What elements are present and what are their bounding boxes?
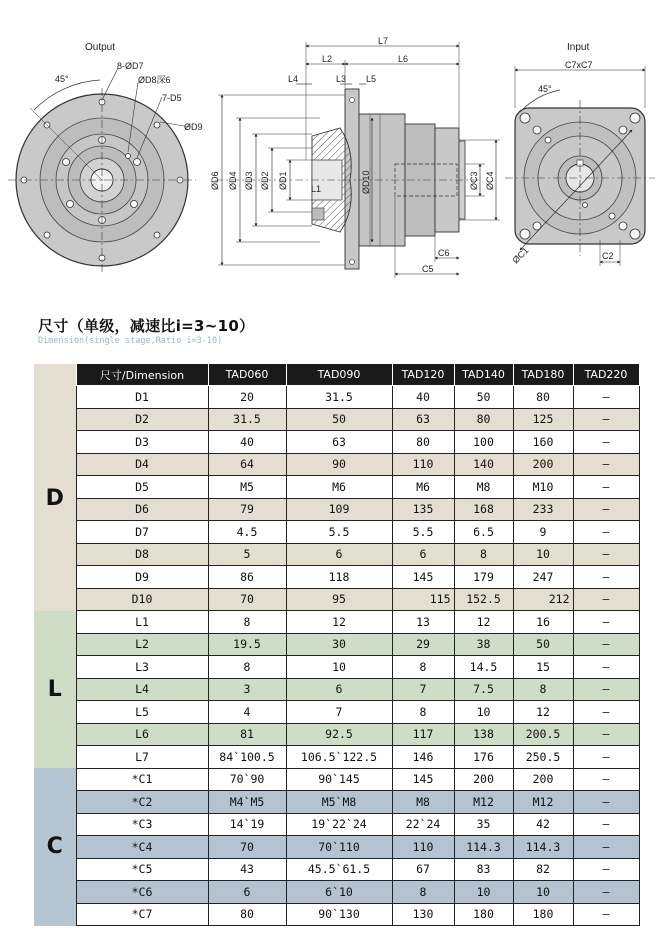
table-cell: M12 xyxy=(513,791,573,814)
table-cell: 8 xyxy=(392,701,454,724)
table-cell: 90 xyxy=(286,453,392,476)
dim-d4: ØD4 xyxy=(228,171,238,190)
d5-callout: 7-D5 xyxy=(162,93,182,103)
table-cell: 92.5 xyxy=(286,723,392,746)
table-cell: – xyxy=(573,813,639,836)
table-cell: – xyxy=(573,768,639,791)
table-row xyxy=(34,386,639,409)
table-row xyxy=(34,881,639,904)
table-cell: – xyxy=(573,881,639,904)
table-cell: 8 xyxy=(208,656,286,679)
table-row xyxy=(34,566,639,589)
row-label: D5 xyxy=(76,476,208,499)
angle-left-label: 45° xyxy=(55,74,69,84)
table-cell: 19`22`24 xyxy=(286,813,392,836)
output-label: Output xyxy=(85,42,116,53)
table-cell: 35 xyxy=(454,813,513,836)
table-cell: 67 xyxy=(392,858,454,881)
table-cell: 200 xyxy=(513,453,573,476)
table-cell: 3 xyxy=(208,678,286,701)
table-cell: 140 xyxy=(454,453,513,476)
table-cell: 84`100.5 xyxy=(208,746,286,769)
table-row xyxy=(34,633,639,656)
header-tad060: TAD060 xyxy=(208,364,286,386)
table-cell: 4.5 xyxy=(208,521,286,544)
table-cell: M12 xyxy=(454,791,513,814)
table-cell: 5.5 xyxy=(286,521,392,544)
table-cell: – xyxy=(573,566,639,589)
table-row xyxy=(34,611,639,634)
row-label: D9 xyxy=(76,566,208,589)
table-cell: 7 xyxy=(286,701,392,724)
table-row xyxy=(34,836,639,859)
table-header xyxy=(34,364,639,386)
row-label: *C2 xyxy=(76,791,208,814)
table-cell: 81 xyxy=(208,723,286,746)
table-cell: 50 xyxy=(454,386,513,409)
table-cell: 145 xyxy=(392,768,454,791)
table-body xyxy=(34,386,639,926)
table-cell: 212 xyxy=(513,588,573,611)
table-cell: 6 xyxy=(392,543,454,566)
technical-drawing xyxy=(0,0,659,300)
table-cell: 90`145 xyxy=(286,768,392,791)
table-row xyxy=(34,678,639,701)
dim-l7: L7 xyxy=(378,36,389,46)
table-cell: – xyxy=(573,903,639,926)
table-row xyxy=(34,408,639,431)
table-cell: 31.5 xyxy=(286,386,392,409)
side-section-view xyxy=(210,36,500,278)
table-row xyxy=(34,768,639,791)
d7-callout: 8-ØD7 xyxy=(117,61,144,71)
row-label: D7 xyxy=(76,521,208,544)
table-cell: 135 xyxy=(392,498,454,521)
table-cell: – xyxy=(573,701,639,724)
table-cell: – xyxy=(573,408,639,431)
table-row xyxy=(34,543,639,566)
table-cell: 8 xyxy=(208,611,286,634)
row-label: L1 xyxy=(76,611,208,634)
table-cell: – xyxy=(573,611,639,634)
table-cell: 8 xyxy=(392,881,454,904)
table-cell: 79 xyxy=(208,498,286,521)
table-row xyxy=(34,791,639,814)
table-cell: 160 xyxy=(513,431,573,454)
table-cell: 80 xyxy=(208,903,286,926)
table-cell: 168 xyxy=(454,498,513,521)
table-cell: 50 xyxy=(286,408,392,431)
table-cell: – xyxy=(573,678,639,701)
table-cell: 10 xyxy=(286,656,392,679)
table-cell: 179 xyxy=(454,566,513,589)
dim-d3: ØD3 xyxy=(244,171,254,190)
table-cell: M5`M8 xyxy=(286,791,392,814)
table-cell: – xyxy=(573,836,639,859)
table-cell: 8 xyxy=(513,678,573,701)
table-cell: 80 xyxy=(392,431,454,454)
table-cell: 12 xyxy=(454,611,513,634)
table-cell: – xyxy=(573,543,639,566)
group-label-c: C xyxy=(34,768,76,926)
table-row xyxy=(34,903,639,926)
d8-callout: ØD8深6 xyxy=(138,75,171,85)
table-cell: 145 xyxy=(392,566,454,589)
table-cell: 31.5 xyxy=(208,408,286,431)
table-cell: 9 xyxy=(513,521,573,544)
table-cell: 86 xyxy=(208,566,286,589)
table-cell: 70`90 xyxy=(208,768,286,791)
section-subtitle: Dimension(single stage,Ratio i=3-10) xyxy=(38,336,223,346)
input-flange-view xyxy=(505,42,655,266)
table-cell: 200 xyxy=(513,768,573,791)
header-dimension: 尺寸/Dimension xyxy=(76,364,208,386)
table-cell: 114.3 xyxy=(454,836,513,859)
table-cell: 45.5`61.5 xyxy=(286,858,392,881)
dim-c4: ØC4 xyxy=(485,171,495,190)
table-row xyxy=(34,498,639,521)
table-cell: 12 xyxy=(286,611,392,634)
table-cell: 5.5 xyxy=(392,521,454,544)
table-cell: 70`110 xyxy=(286,836,392,859)
table-cell: 6.5 xyxy=(454,521,513,544)
c1-label: ØC1 xyxy=(510,245,531,266)
table-cell: 63 xyxy=(286,431,392,454)
table-cell: 5 xyxy=(208,543,286,566)
table-row xyxy=(34,723,639,746)
table-row xyxy=(34,746,639,769)
row-label: *C3 xyxy=(76,813,208,836)
table-cell: 110 xyxy=(392,453,454,476)
row-label: *C4 xyxy=(76,836,208,859)
row-label: *C6 xyxy=(76,881,208,904)
dim-l3: L3 xyxy=(336,74,347,84)
group-label-d: D xyxy=(34,386,76,611)
row-label: D6 xyxy=(76,498,208,521)
table-cell: 43 xyxy=(208,858,286,881)
table-cell: 42 xyxy=(513,813,573,836)
table-cell: M4`M5 xyxy=(208,791,286,814)
table-cell: 70 xyxy=(208,836,286,859)
table-cell: 180 xyxy=(513,903,573,926)
table-cell: 152.5 xyxy=(454,588,513,611)
table-cell: 200.5 xyxy=(513,723,573,746)
table-cell: 22`24 xyxy=(392,813,454,836)
row-label: *C5 xyxy=(76,858,208,881)
c2-label: C2 xyxy=(602,251,614,261)
table-cell: – xyxy=(573,723,639,746)
table-cell: 40 xyxy=(208,431,286,454)
table-cell: – xyxy=(573,858,639,881)
table-cell: 80 xyxy=(454,408,513,431)
table-cell: 118 xyxy=(286,566,392,589)
angle-right-label: 45° xyxy=(538,84,552,94)
header-tad090: TAD090 xyxy=(286,364,392,386)
table-cell: 4 xyxy=(208,701,286,724)
table-cell: M8 xyxy=(454,476,513,499)
table-cell: – xyxy=(573,656,639,679)
table-cell: – xyxy=(573,588,639,611)
table-cell: 146 xyxy=(392,746,454,769)
row-label: L4 xyxy=(76,678,208,701)
row-label: L7 xyxy=(76,746,208,769)
table-cell: – xyxy=(573,791,639,814)
dim-c5: C5 xyxy=(422,264,434,274)
table-cell: 19.5 xyxy=(208,633,286,656)
table-cell: 130 xyxy=(392,903,454,926)
table-cell: 70 xyxy=(208,588,286,611)
table-cell: M10 xyxy=(513,476,573,499)
table-cell: 10 xyxy=(513,543,573,566)
d9-callout: ØD9 xyxy=(184,122,203,132)
table-cell: 200 xyxy=(454,768,513,791)
table-cell: 100 xyxy=(454,431,513,454)
table-cell: 117 xyxy=(392,723,454,746)
dim-l4: L4 xyxy=(288,74,299,84)
table-cell: 176 xyxy=(454,746,513,769)
row-label: *C7 xyxy=(76,903,208,926)
table-cell: – xyxy=(573,431,639,454)
dim-l6: L6 xyxy=(398,54,409,64)
table-cell: M5 xyxy=(208,476,286,499)
dim-d6: ØD6 xyxy=(210,171,220,190)
table-cell: 8 xyxy=(392,656,454,679)
table-cell: 29 xyxy=(392,633,454,656)
table-cell: 10 xyxy=(513,881,573,904)
table-cell: 13 xyxy=(392,611,454,634)
dim-c3: ØC3 xyxy=(469,171,479,190)
table-cell: 82 xyxy=(513,858,573,881)
table-cell: 38 xyxy=(454,633,513,656)
table-cell: 14`19 xyxy=(208,813,286,836)
table-row xyxy=(34,858,639,881)
table-cell: 20 xyxy=(208,386,286,409)
dim-d1: ØD1 xyxy=(278,171,288,190)
table-cell: – xyxy=(573,633,639,656)
dim-d10: ØD10 xyxy=(361,170,371,194)
table-cell: 95 xyxy=(286,588,392,611)
table-cell: – xyxy=(573,746,639,769)
table-cell: 6`10 xyxy=(286,881,392,904)
table-cell: 106.5`122.5 xyxy=(286,746,392,769)
table-cell: M6 xyxy=(286,476,392,499)
table-cell: 125 xyxy=(513,408,573,431)
row-label: *C1 xyxy=(76,768,208,791)
dimension-table xyxy=(34,363,640,926)
dim-l1: L1 xyxy=(311,184,322,194)
output-flange-view xyxy=(8,42,203,272)
c7-label: C7xC7 xyxy=(565,60,593,70)
header-tad220: TAD220 xyxy=(573,364,639,386)
table-row xyxy=(34,701,639,724)
table-cell: 115 xyxy=(392,588,454,611)
dim-l5: L5 xyxy=(366,74,377,84)
table-cell: 233 xyxy=(513,498,573,521)
table-row xyxy=(34,431,639,454)
input-label: Input xyxy=(567,42,590,53)
table-cell: 8 xyxy=(454,543,513,566)
table-cell: 15 xyxy=(513,656,573,679)
table-cell: – xyxy=(573,453,639,476)
table-cell: 30 xyxy=(286,633,392,656)
table-cell: – xyxy=(573,386,639,409)
row-label: D1 xyxy=(76,386,208,409)
dim-d2: ØD2 xyxy=(260,171,270,190)
dim-l2: L2 xyxy=(322,54,333,64)
table-cell: 6 xyxy=(286,543,392,566)
table-cell: 40 xyxy=(392,386,454,409)
dim-c6: C6 xyxy=(438,248,450,258)
table-cell: – xyxy=(573,521,639,544)
header-tad120: TAD120 xyxy=(392,364,454,386)
table-cell: 109 xyxy=(286,498,392,521)
table-cell: 63 xyxy=(392,408,454,431)
table-cell: 110 xyxy=(392,836,454,859)
table-row xyxy=(34,521,639,544)
table-cell: – xyxy=(573,476,639,499)
header-tad180: TAD180 xyxy=(513,364,573,386)
table-cell: 10 xyxy=(454,701,513,724)
table-cell: 114.3 xyxy=(513,836,573,859)
table-cell: M8 xyxy=(392,791,454,814)
table-cell: 7 xyxy=(392,678,454,701)
row-label: L3 xyxy=(76,656,208,679)
group-label-l: L xyxy=(34,611,76,769)
table-cell: 90`130 xyxy=(286,903,392,926)
row-label: L2 xyxy=(76,633,208,656)
row-label: L6 xyxy=(76,723,208,746)
table-corner xyxy=(34,364,76,386)
table-cell: 64 xyxy=(208,453,286,476)
table-cell: M6 xyxy=(392,476,454,499)
table-cell: 250.5 xyxy=(513,746,573,769)
table-cell: 138 xyxy=(454,723,513,746)
table-row xyxy=(34,656,639,679)
table-cell: 16 xyxy=(513,611,573,634)
table-cell: 7.5 xyxy=(454,678,513,701)
row-label: D4 xyxy=(76,453,208,476)
table-cell: 50 xyxy=(513,633,573,656)
table-row xyxy=(34,476,639,499)
row-label: D10 xyxy=(76,588,208,611)
row-label: L5 xyxy=(76,701,208,724)
table-cell: 12 xyxy=(513,701,573,724)
row-label: D3 xyxy=(76,431,208,454)
table-row xyxy=(34,813,639,836)
table-cell: – xyxy=(573,498,639,521)
table-cell: 180 xyxy=(454,903,513,926)
header-tad140: TAD140 xyxy=(454,364,513,386)
table-cell: 14.5 xyxy=(454,656,513,679)
table-cell: 83 xyxy=(454,858,513,881)
table-cell: 6 xyxy=(208,881,286,904)
section-title: 尺寸（单级，减速比i=3~10） xyxy=(38,317,255,335)
table-cell: 10 xyxy=(454,881,513,904)
table-cell: 80 xyxy=(513,386,573,409)
table-cell: 6 xyxy=(286,678,392,701)
table-row xyxy=(34,588,639,611)
table-cell: 247 xyxy=(513,566,573,589)
table-row xyxy=(34,453,639,476)
row-label: D2 xyxy=(76,408,208,431)
row-label: D8 xyxy=(76,543,208,566)
